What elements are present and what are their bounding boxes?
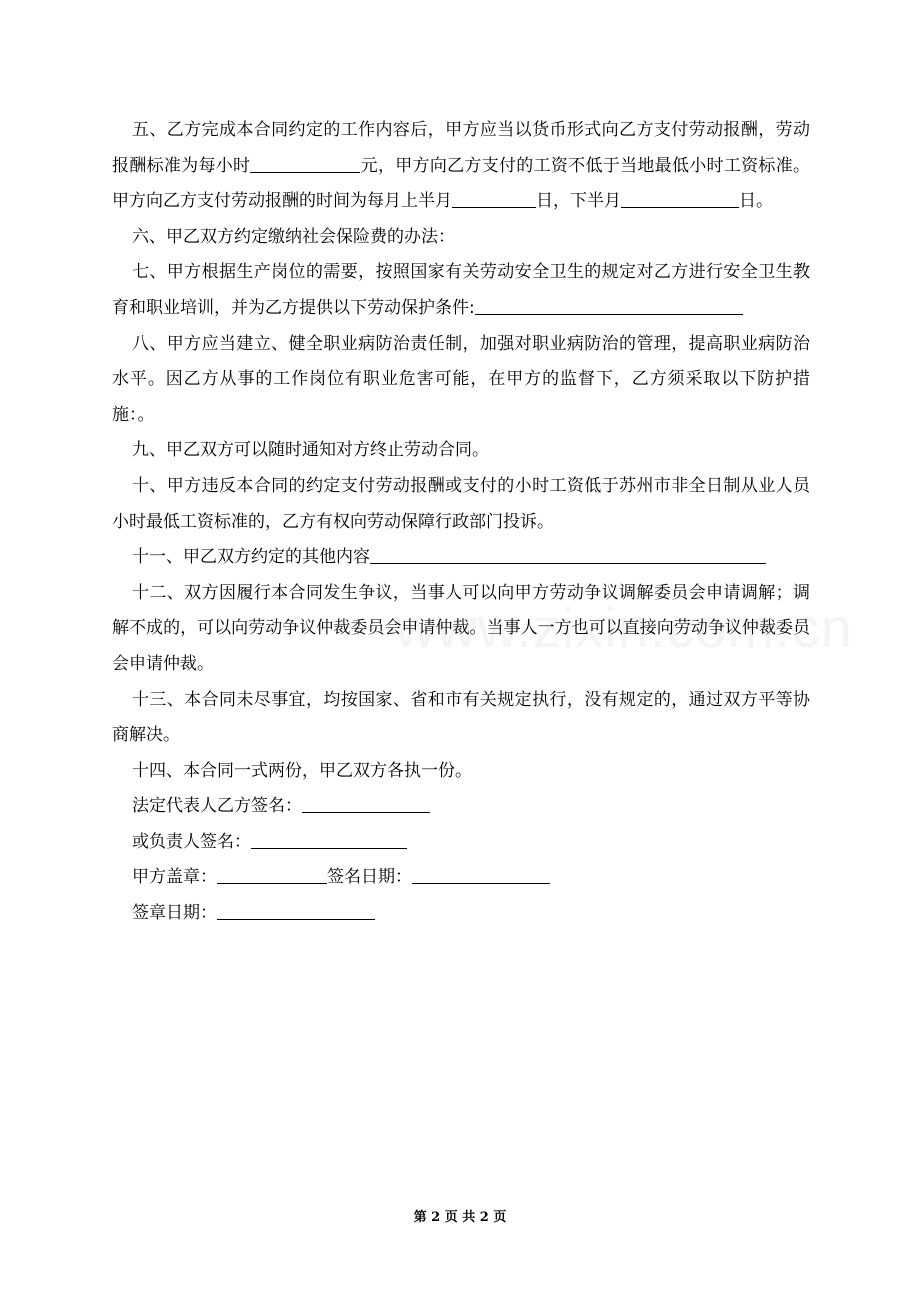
footer-suffix: 页 xyxy=(493,1210,507,1225)
clause-11-text: 十一、甲乙双方约定的其他内容 xyxy=(132,547,370,568)
clause-9-text: 九、甲乙双方可以随时通知对方终止劳动合同。 xyxy=(132,440,489,461)
footer-middle: 页 共 xyxy=(444,1210,476,1225)
hourly-wage-blank[interactable] xyxy=(250,156,360,173)
sign-date-blank[interactable] xyxy=(412,867,550,884)
party-a-seal-blank[interactable] xyxy=(217,867,327,884)
responsible-signature-blank[interactable] xyxy=(251,832,407,849)
seal-date-blank[interactable] xyxy=(217,903,375,920)
clause-5-text-2: 元，甲方向乙方支付的工资不低于当地最低小时工资标准。甲方向乙方支付劳动报酬的时间为每月上半月 xyxy=(112,155,811,212)
footer-current-page: 2 xyxy=(431,1210,441,1225)
clause-14-text: 十四、本合同一式两份，甲乙双方各执一份。 xyxy=(132,760,472,781)
clause-5-text-4: 日。 xyxy=(739,191,773,212)
clause-11 xyxy=(112,540,810,576)
first-half-day-blank[interactable] xyxy=(452,191,536,208)
other-content-blank[interactable] xyxy=(370,547,766,564)
clause-12-text: 十二、双方因履行本合同发生争议，当事人可以向甲方劳动争议调解委员会申请调解；调解不成的，可以向劳动争议仲裁委员会申请仲裁。当事人一方也可以直接向劳动争议仲裁委员会申请仲裁。 xyxy=(112,582,810,674)
party-a-seal-label: 甲方盖章： xyxy=(132,867,217,888)
clause-5-text-3: 日，下半月 xyxy=(536,191,621,212)
clause-13 xyxy=(112,683,810,754)
responsible-label: 或负责人签名： xyxy=(132,831,251,852)
second-half-day-blank[interactable] xyxy=(621,191,739,208)
clause-8 xyxy=(112,327,810,434)
clause-7-text: 七、甲方根据生产岗位的需要，按照国家有关劳动安全卫生的规定对乙方进行安全卫生教育和职业培训，并为乙方提供以下劳动保护条件: xyxy=(112,262,810,318)
footer-total-pages: 2 xyxy=(479,1210,489,1225)
contract-body xyxy=(112,113,810,932)
signature-responsible xyxy=(112,825,810,861)
signature-seal-row xyxy=(112,860,810,896)
clause-14 xyxy=(112,754,810,790)
seal-date-label: 签章日期： xyxy=(132,903,217,924)
page-footer xyxy=(0,1206,920,1225)
clause-6-text: 六、甲乙双方约定缴纳社会保险费的办法： xyxy=(132,226,455,247)
clause-5-text-1: 五、乙方完成本合同约定的工作内容后，甲方应当以货币形式向乙方支付劳动报酬，劳动报酬标准为每小时 xyxy=(112,120,810,176)
footer-prefix: 第 xyxy=(413,1210,427,1225)
legal-rep-signature-blank[interactable] xyxy=(302,796,430,813)
signature-legal-rep xyxy=(112,789,810,825)
clause-10-text: 十、甲方违反本合同的约定支付劳动报酬或支付的小时工资低于苏州市非全日制从业人员小时最低工资标准的，乙方有权向劳动保障行政部门投诉。 xyxy=(112,475,810,532)
clause-6 xyxy=(112,220,810,256)
clause-9 xyxy=(112,433,810,469)
signature-seal-date xyxy=(112,896,810,932)
sign-date-label: 签名日期： xyxy=(327,867,412,888)
clause-5 xyxy=(112,113,810,220)
protection-conditions-blank[interactable] xyxy=(475,298,743,315)
clause-7 xyxy=(112,255,810,326)
clause-12 xyxy=(112,576,810,683)
clause-8-text: 八、甲方应当建立、健全职业病防治责任制，加强对职业病防治的管理，提高职业病防治水平。因乙方从事的工作岗位有职业危害可能，在甲方的监督下，乙方须采取以下防护措施：。 xyxy=(112,333,810,425)
clause-10 xyxy=(112,469,810,540)
clause-13-text: 十三、本合同未尽事宜，均按国家、省和市有关规定执行，没有规定的，通过双方平等协商解决。 xyxy=(112,689,810,746)
legal-rep-label: 法定代表人乙方签名： xyxy=(132,796,302,817)
